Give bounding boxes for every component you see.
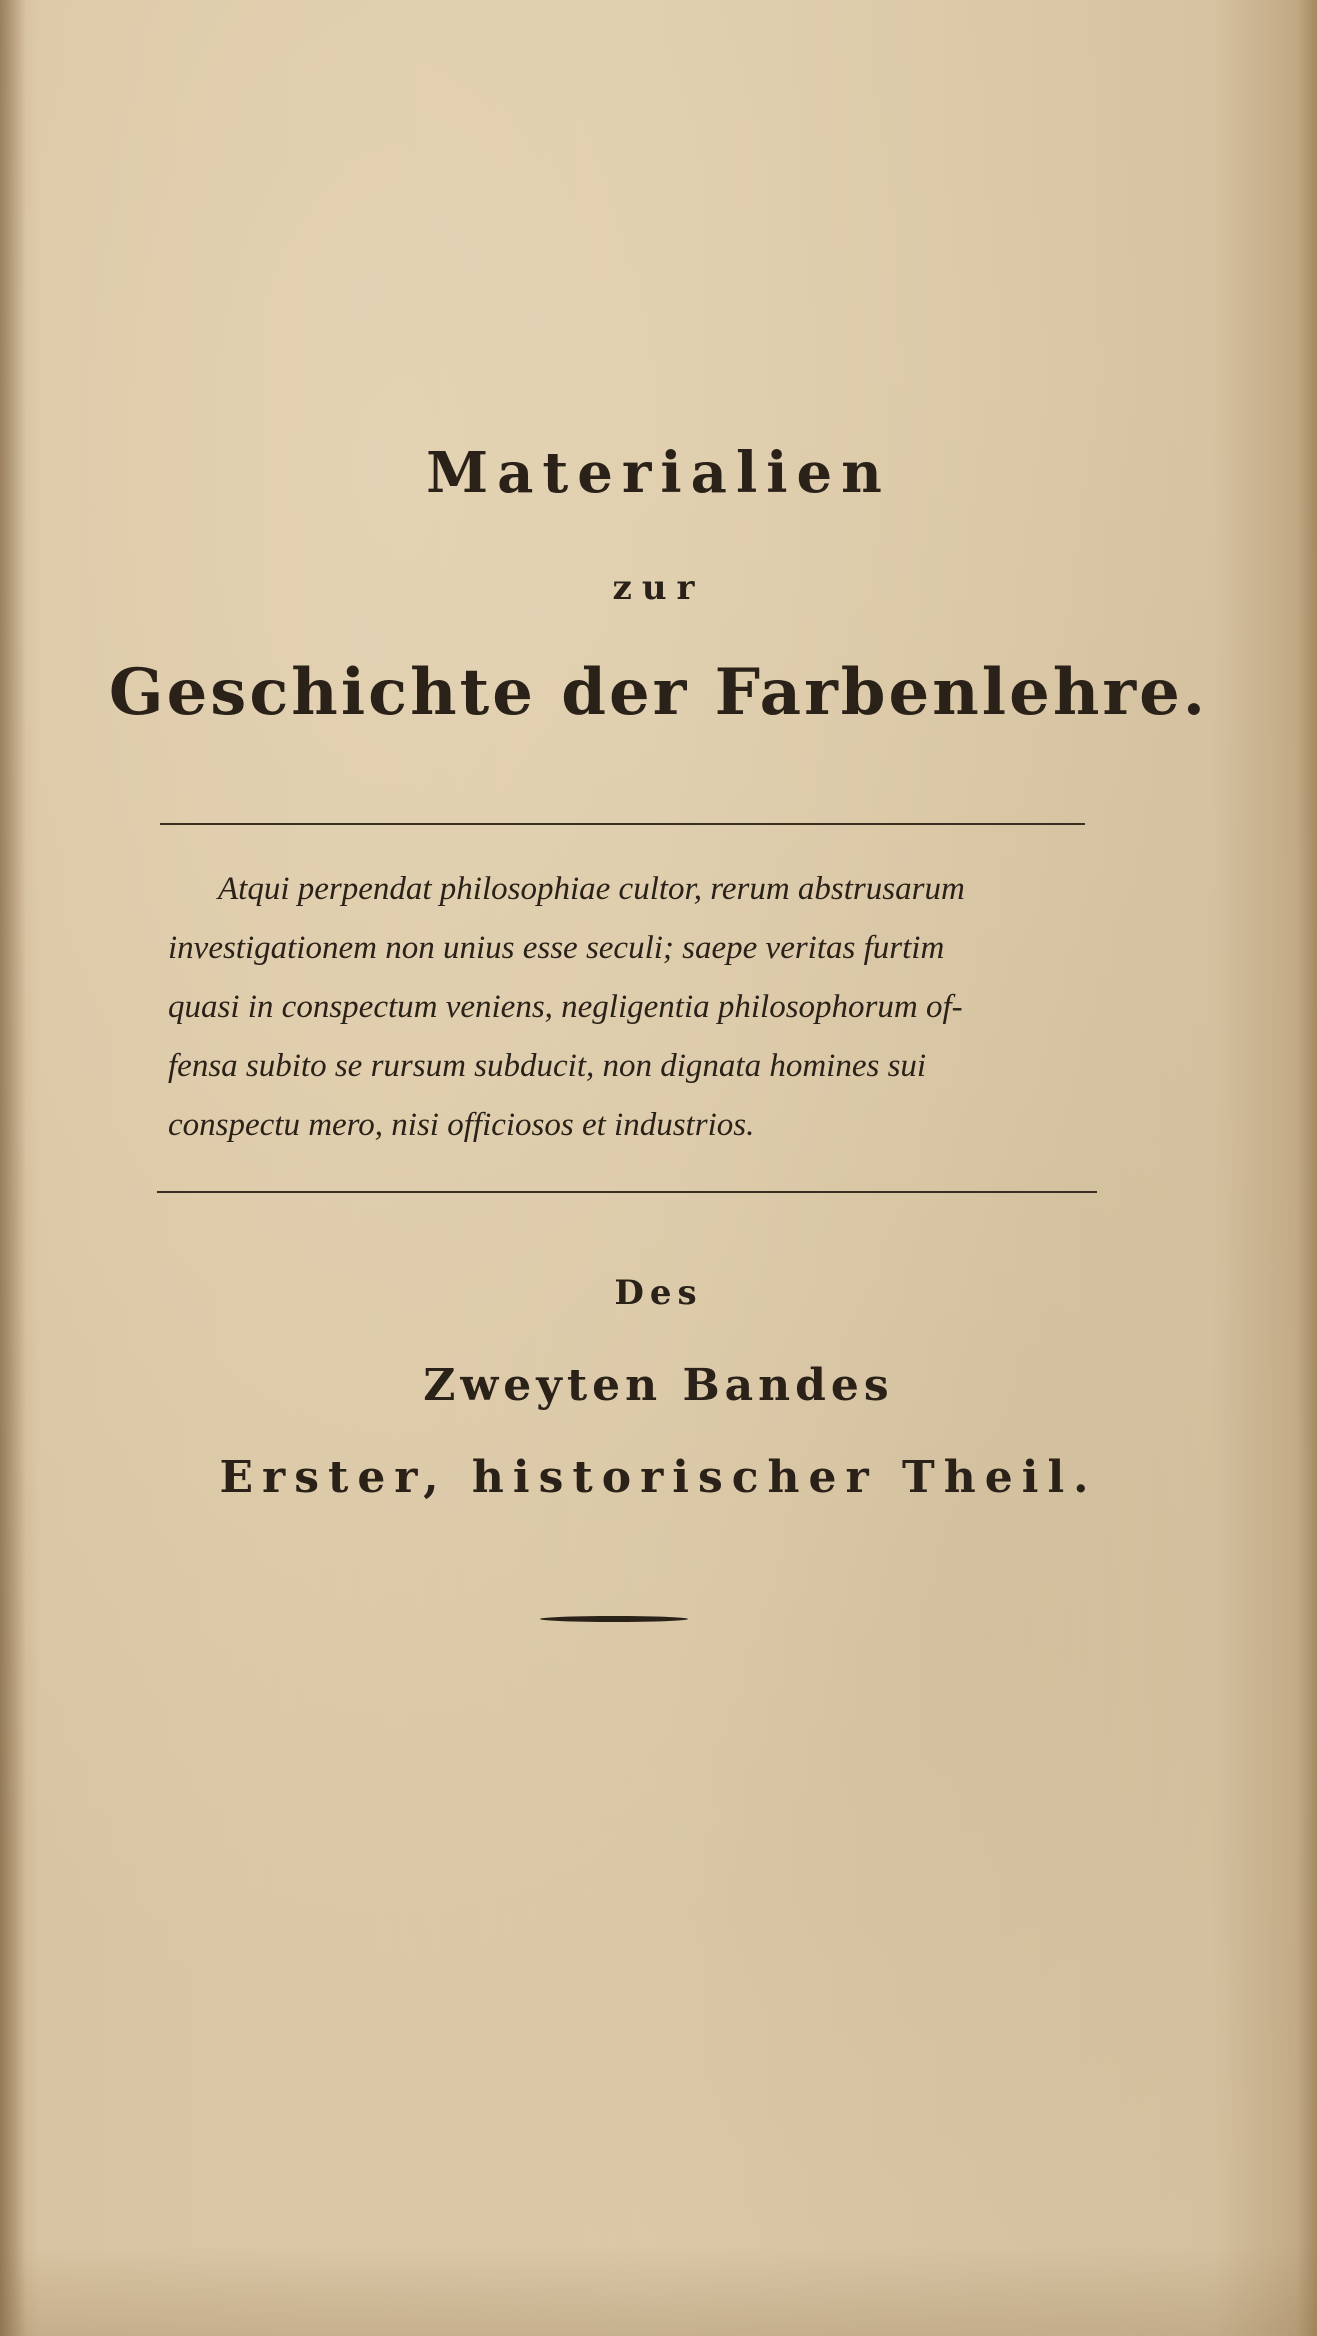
title-connector: zur — [612, 568, 705, 608]
volume-des: Des — [614, 1273, 703, 1313]
volume-part: Erster, historischer Theil. — [219, 1452, 1098, 1503]
page-edge — [1297, 0, 1317, 2336]
top-rule — [160, 823, 1085, 825]
paper-stain — [0, 2246, 1317, 2336]
epigraph-line: quasi in conspectum veniens, negligentia philosophorum of- — [168, 989, 963, 1025]
title-main: Materialien — [426, 440, 891, 506]
volume-band: Zweyten Bandes — [423, 1360, 894, 1411]
epigraph-line: fensa subito se rursum subducit, non dignata homines sui — [168, 1048, 927, 1084]
spine-shadow — [0, 0, 26, 2336]
bottom-rule — [157, 1191, 1097, 1193]
epigraph-line: Atqui perpendat philosophiae cultor, rerum abstrusarum — [218, 871, 965, 907]
epigraph — [168, 860, 1100, 1155]
epigraph-line: investigationem non unius esse seculi; saepe veritas furtim — [168, 930, 945, 966]
epigraph-line: conspectu mero, nisi officiosos et industrios. — [168, 1107, 755, 1143]
ornament-rule — [540, 1616, 688, 1622]
title-subtitle: Geschichte der Farbenlehre. — [108, 655, 1209, 730]
